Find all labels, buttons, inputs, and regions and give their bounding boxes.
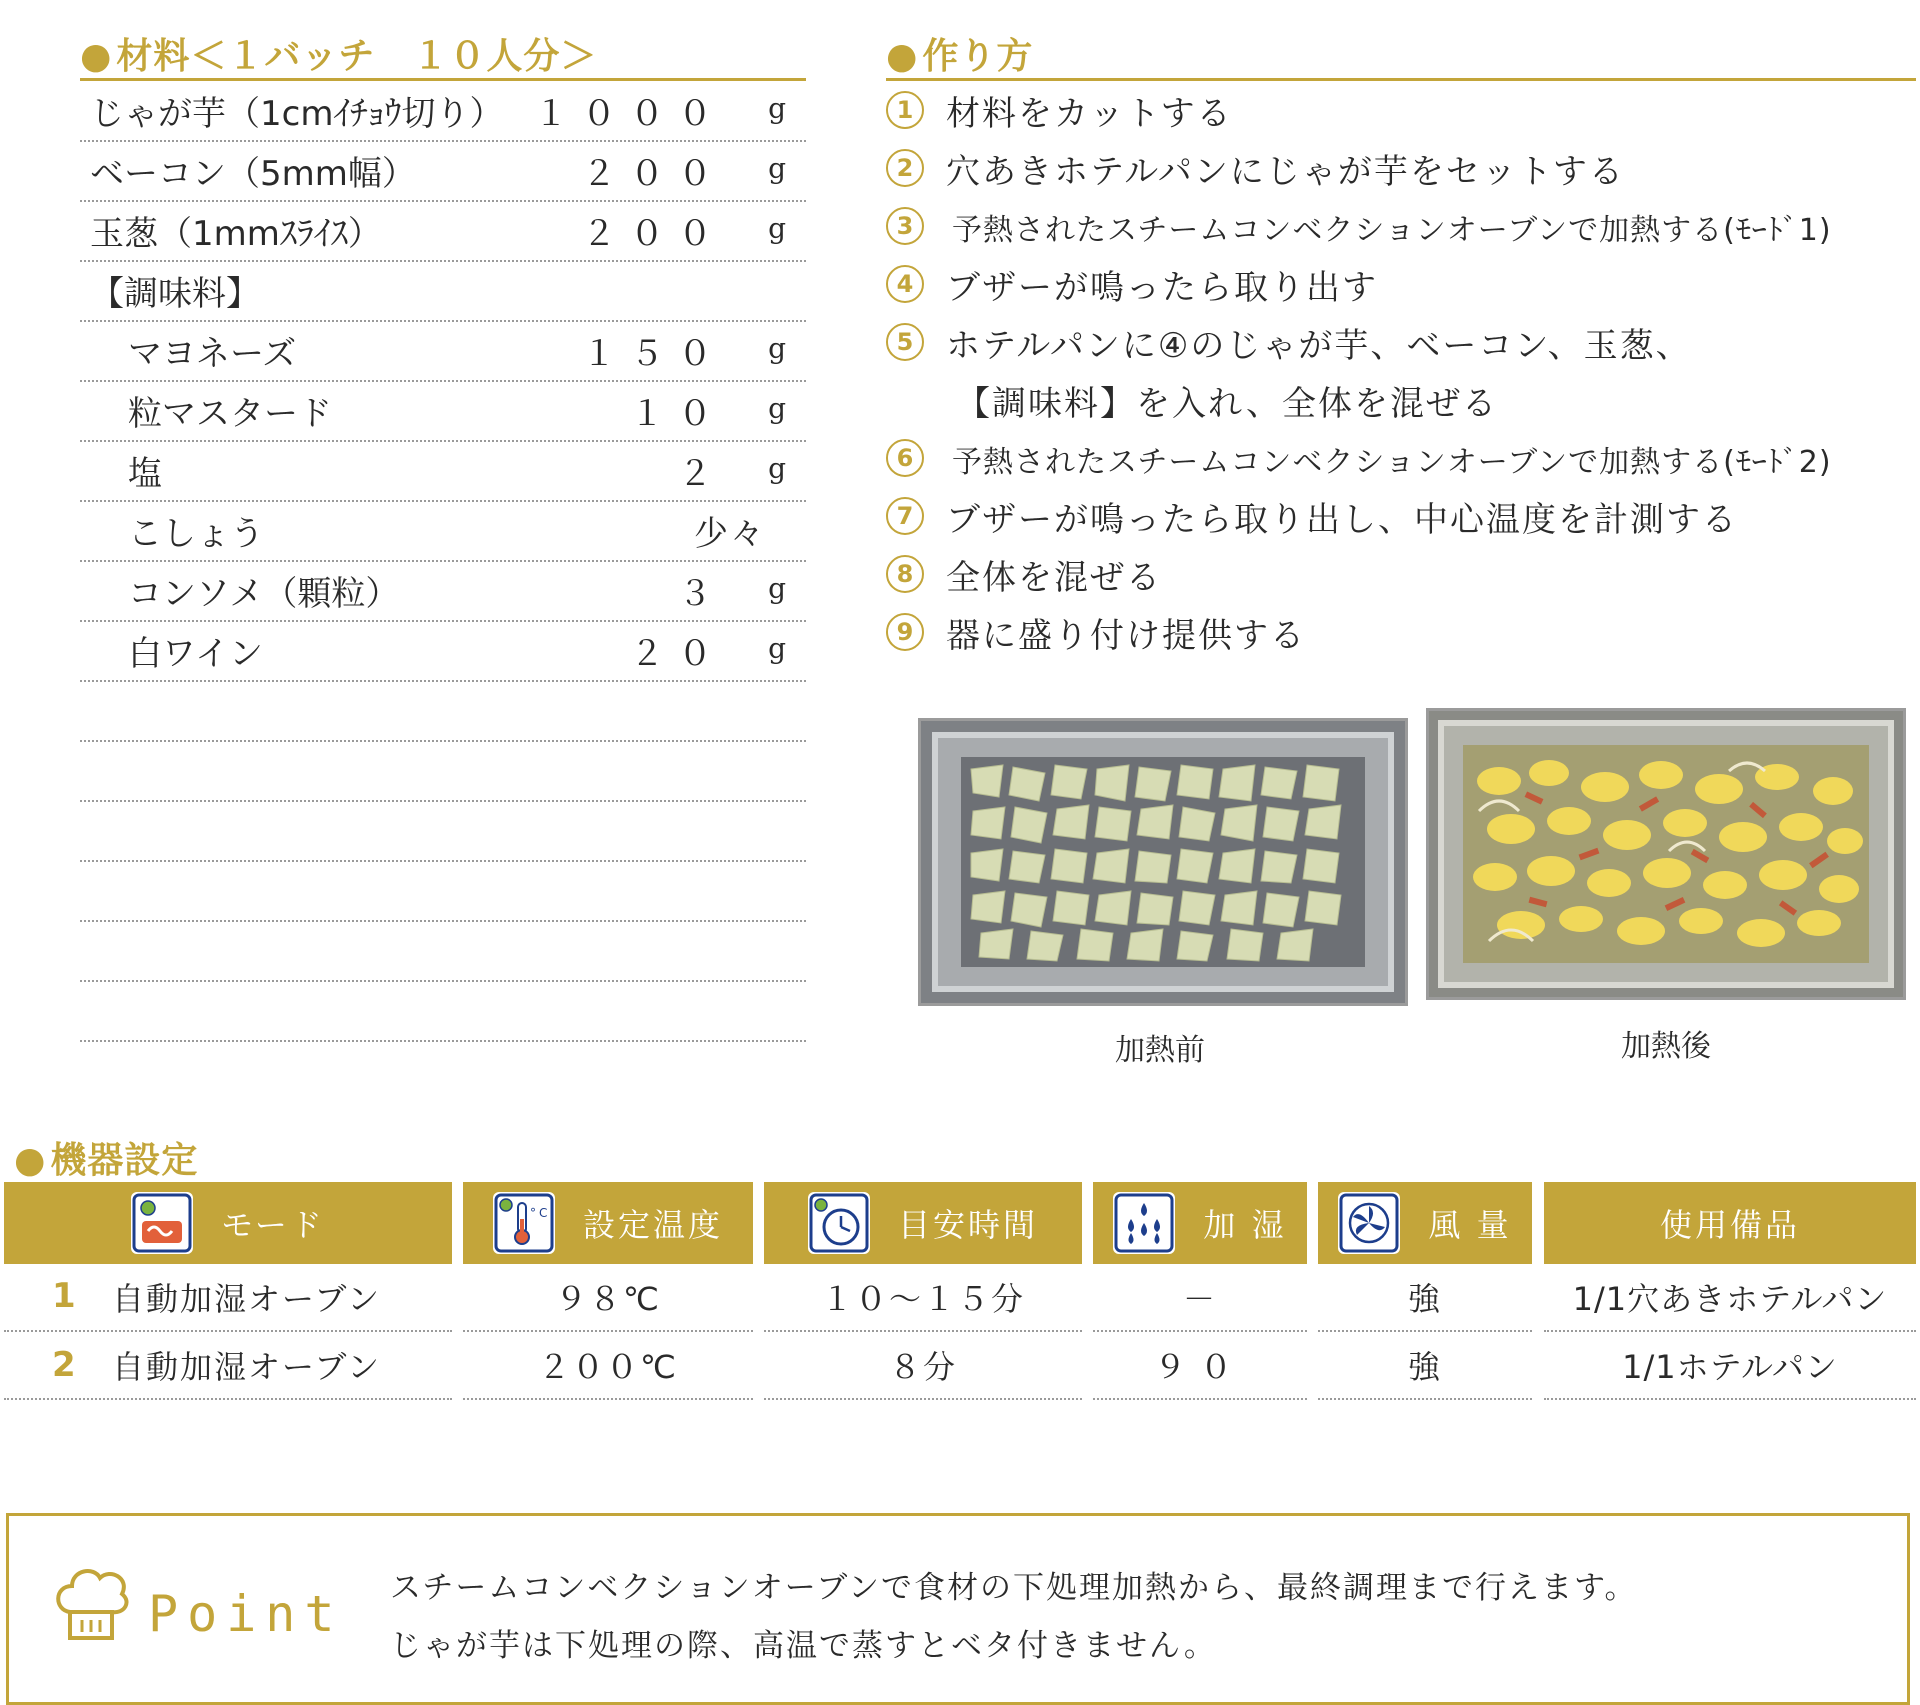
settings-title: [14, 1132, 198, 1183]
chef-hat-icon: [50, 1560, 132, 1646]
ingredient-unit: g: [768, 152, 786, 185]
setting-mode: 自動加湿オーブン: [112, 1348, 382, 1386]
step-text: ブザーが鳴ったら取り出す: [946, 268, 1378, 308]
ingredients-title: [80, 28, 597, 79]
step-text: 予熱されたスチームコンベクションオーブンで加熱する(ﾓｰﾄﾞ2): [952, 445, 1832, 480]
steps-title-rule: [886, 78, 1916, 81]
step-text: 【調味料】を入れ、全体を混ぜる: [956, 384, 1499, 424]
ingredient-unit: g: [768, 572, 786, 605]
step-item: [886, 256, 1916, 314]
point-label: Point: [148, 1585, 344, 1643]
before-caption: 加熱前: [1115, 1033, 1205, 1068]
ingredient-amount: 少々: [694, 514, 766, 554]
after-caption: 加熱後: [1621, 1029, 1711, 1064]
setting-humidity: ９０: [1153, 1348, 1246, 1386]
ingredients-title-rule: [80, 78, 806, 81]
header-mode: [4, 1182, 452, 1264]
setting-time: １０～１５分: [820, 1280, 1025, 1318]
row-divider: [463, 1398, 753, 1400]
ingredient-amount: １０００: [534, 94, 726, 134]
setting-fan: 強: [1407, 1348, 1442, 1386]
empty-row: [80, 742, 806, 802]
ingredient-row: [80, 502, 806, 562]
empty-row: [80, 802, 806, 862]
header-mode-label: モード: [221, 1206, 325, 1244]
header-fan-label: 風 量: [1428, 1206, 1512, 1244]
ingredient-name: 白ワイン: [128, 634, 263, 674]
step-number: 6: [886, 439, 924, 477]
step-text: 穴あきホテルパンにじゃが芋をセットする: [946, 152, 1625, 192]
step-item: [886, 314, 1916, 372]
ingredient-amount: ２０: [630, 634, 726, 674]
step-number: 4: [886, 265, 924, 303]
step-text: ホテルパンに④のじゃが芋、ベーコン、玉葱、: [946, 326, 1692, 366]
ingredient-name: 塩: [128, 454, 162, 494]
ingredient-unit: g: [768, 392, 786, 425]
thermometer-icon: [493, 1192, 555, 1254]
ingredient-name: マヨネーズ: [128, 334, 297, 374]
point-line-2: じゃが芋は下処理の際、高温で蒸すとベタ付きません。: [390, 1628, 1217, 1664]
bullet-icon: ●: [14, 1140, 47, 1181]
ingredient-unit: g: [768, 332, 786, 365]
ingredient-amount: １５０: [582, 334, 726, 374]
header-humidity-label: 加 湿: [1203, 1206, 1287, 1244]
ingredient-amount: ２: [678, 454, 726, 494]
ingredient-name: 粒マスタード: [128, 394, 332, 434]
ingredient-row: [80, 82, 806, 142]
header-equipment: [1544, 1182, 1916, 1264]
header-humidity: [1093, 1182, 1307, 1264]
svg-text:°C: °C: [529, 1206, 551, 1220]
ingredient-unit: g: [768, 92, 786, 125]
bullet-icon: ●: [886, 36, 919, 77]
setting-equipment: 1/1ホテルパン: [1622, 1348, 1838, 1386]
row-divider: [1318, 1398, 1532, 1400]
step-item: [886, 430, 1916, 488]
before-cooking-photo: [918, 718, 1408, 1006]
ingredient-row: [80, 562, 806, 622]
water-drops-icon: [1113, 1192, 1175, 1254]
point-line-1: スチームコンベクションオーブンで食材の下処理加熱から、最終調理まで行えます。: [390, 1570, 1638, 1606]
ingredient-list: [80, 82, 806, 1042]
row-divider: [4, 1398, 452, 1400]
ingredients-title-text: 材料＜１バッチ １０人分＞: [116, 36, 598, 77]
header-temp: [463, 1182, 753, 1264]
bullet-icon: ●: [80, 36, 113, 77]
ingredient-amount: ２００: [582, 154, 726, 194]
header-time: [764, 1182, 1082, 1264]
row-divider: [1544, 1398, 1916, 1400]
empty-row: [80, 922, 806, 982]
clock-icon: [808, 1192, 870, 1254]
row-divider: [1093, 1398, 1307, 1400]
ingredient-amount: ２００: [582, 214, 726, 254]
ingredient-row: [80, 262, 806, 322]
ingredient-row: [80, 622, 806, 682]
setting-humidity: －: [1182, 1280, 1217, 1318]
ingredient-row: [80, 202, 806, 262]
step-item: [886, 488, 1916, 546]
step-list: [886, 82, 1916, 662]
step-text: ブザーが鳴ったら取り出し、中心温度を計測する: [946, 500, 1738, 540]
step-number: 7: [886, 497, 924, 535]
step-number: 1: [886, 91, 924, 129]
step-number: 3: [886, 207, 924, 245]
empty-row: [80, 982, 806, 1042]
step-text: 材料をカットする: [946, 94, 1233, 134]
ingredient-unit: g: [768, 632, 786, 665]
ingredient-name: ベーコン（5mm幅）: [90, 154, 416, 194]
setting-time: ８分: [888, 1348, 957, 1386]
empty-row: [80, 682, 806, 742]
step-number: 2: [886, 149, 924, 187]
settings-title-text: 機器設定: [50, 1140, 199, 1181]
setting-temp: ９８℃: [555, 1280, 661, 1318]
step-number: 5: [886, 323, 924, 361]
steps-title-text: 作り方: [922, 36, 1034, 77]
step-item: [886, 198, 1916, 256]
setting-temp: ２００℃: [538, 1348, 678, 1386]
ingredient-name: コンソメ（顆粒）: [128, 574, 400, 614]
ingredient-amount: ３: [678, 574, 726, 614]
step-text: 器に盛り付け提供する: [946, 616, 1306, 656]
ingredient-name: 【調味料】: [90, 274, 260, 314]
steps-title: [886, 28, 1033, 79]
setting-mode: 自動加湿オーブン: [112, 1280, 382, 1318]
ingredient-unit: g: [768, 212, 786, 245]
ingredient-name: じゃが芋（1cmｲﾁｮｳ切り）: [90, 94, 504, 134]
ingredient-row: [80, 382, 806, 442]
step-item: [886, 604, 1916, 662]
row-divider: [764, 1398, 1082, 1400]
step-text: 予熱されたスチームコンベクションオーブンで加熱する(ﾓｰﾄﾞ1): [952, 213, 1832, 248]
step-item: [886, 82, 1916, 140]
setting-row-number: 1: [52, 1276, 76, 1316]
ingredient-amount: １０: [630, 394, 726, 434]
ingredient-name: こしょう: [128, 514, 264, 554]
ingredient-name: 玉葱（1mmｽﾗｲｽ）: [90, 214, 382, 254]
header-equipment-label: 使用備品: [1659, 1206, 1800, 1244]
setting-fan: 強: [1407, 1280, 1442, 1318]
header-temp-label: 設定温度: [582, 1206, 723, 1244]
step-item: [886, 546, 1916, 604]
step-item-continued: [886, 372, 1916, 430]
header-time-label: 目安時間: [897, 1206, 1038, 1244]
empty-row: [80, 862, 806, 922]
ingredient-row: [80, 322, 806, 382]
ingredient-unit: g: [768, 452, 786, 485]
step-number: 8: [886, 555, 924, 593]
header-fan: [1318, 1182, 1532, 1264]
fan-icon: [1338, 1192, 1400, 1254]
ingredient-row: [80, 442, 806, 502]
after-cooking-photo: [1426, 708, 1906, 1000]
setting-equipment: 1/1穴あきホテルパン: [1572, 1280, 1888, 1318]
step-text: 全体を混ぜる: [946, 558, 1162, 598]
mode-icon: [131, 1192, 193, 1254]
step-item: [886, 140, 1916, 198]
step-number: 9: [886, 613, 924, 651]
setting-row-number: 2: [52, 1345, 76, 1385]
ingredient-row: [80, 142, 806, 202]
